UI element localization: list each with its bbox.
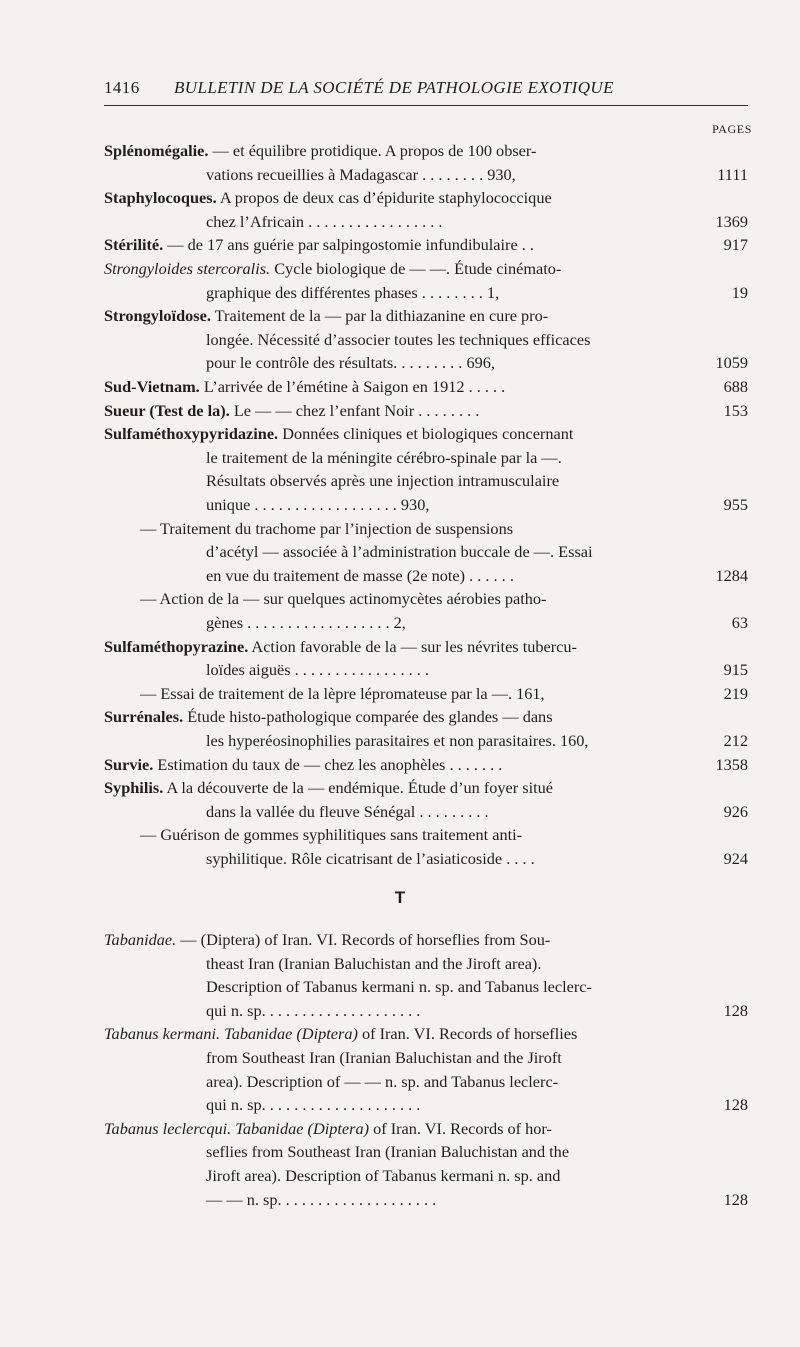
index-line: [206, 1165, 560, 1187]
index-line: [206, 1189, 436, 1211]
entry-text: pour le contrôle des résultats. . . . . . . . . 696,: [206, 353, 495, 373]
entry-text: Cycle biologique de — —. Étude cinémato-: [270, 259, 562, 278]
index-line: [206, 1141, 569, 1163]
index-line: [104, 140, 536, 162]
index-line: [140, 588, 546, 610]
page-reference: 917: [723, 235, 748, 255]
index-line: [104, 258, 561, 280]
index-line: [104, 376, 505, 398]
entry-text: gènes . . . . . . . . . . . . . . . . . . 2,: [206, 613, 406, 632]
page-reference: 1369: [715, 211, 748, 231]
page-reference: 1284: [715, 565, 748, 585]
entry-text: theast Iran (Iranian Baluchistan and the Jiroft area).: [206, 953, 542, 973]
entry-text: A la découverte de la — endémique. Étude d’un foyer situé: [163, 778, 554, 798]
index-line: [206, 164, 516, 186]
entry-text: — de 17 ans guérie par salpingostomie infundibulaire . .: [163, 235, 534, 255]
index-line: [206, 470, 559, 492]
entry-heading: Syphilis.: [104, 778, 164, 798]
page-reference: 128: [723, 1000, 748, 1020]
entry-text: vations recueillies à Madagascar . . . . . . . . 930,: [206, 164, 516, 184]
entry-heading: Sulfaméthoxypyridazine.: [104, 424, 279, 444]
index-line: [104, 234, 534, 256]
index-line: [206, 494, 429, 516]
index-line: [206, 1094, 420, 1116]
entry-heading: Sueur (Test de la).: [104, 400, 230, 420]
entry-text: of Iran. VI. Records of horseflies: [357, 1024, 578, 1044]
index-line: [104, 187, 552, 209]
index-line: [104, 929, 550, 951]
section-letter: T: [394, 888, 406, 907]
entry-text: — Action de la — sur quelques actinomycètes aérobies patho-: [140, 589, 547, 609]
pages-column-label: PAGES: [712, 122, 752, 136]
page-reference: 19: [731, 282, 748, 302]
index-line: [206, 541, 593, 563]
entry-text: syphilitique. Rôle cicatrisant de l’asiaticoside . . . .: [206, 849, 535, 868]
index-line: [206, 612, 406, 634]
index-line: [206, 447, 562, 469]
index-line: [206, 565, 514, 587]
index-line: [104, 423, 573, 445]
index-line: [140, 683, 545, 705]
entry-text: of Iran. VI. Records of hor-: [369, 1118, 552, 1138]
entry-text: — Guérison de gommes syphilitiques sans traitement anti-: [140, 825, 523, 845]
entry-text: A propos de deux cas d’épidurite staphylococcique: [216, 188, 552, 208]
page-reference: 212: [723, 731, 748, 750]
entry-text: Données cliniques et biologiques concernant: [278, 424, 574, 444]
index-line: [104, 706, 553, 728]
entry-text: en vue du traitement de masse (2e note) . . . . . .: [206, 565, 514, 585]
entry-text: — et équilibre protidique. A propos de 100 obser-: [208, 141, 537, 160]
page-reference: 915: [723, 660, 748, 680]
page-number: 1416: [104, 78, 140, 97]
entry-text: — Traitement du trachome par l’injection de suspensions: [140, 518, 514, 538]
entry-text: — (Diptera) of Iran. VI. Records of horseflies from Sou-: [176, 930, 551, 949]
page-reference: 955: [723, 495, 748, 514]
entry-heading-italic: Tabanus kermani. Tabanidae (Diptera): [104, 1024, 358, 1044]
entry-text: Description of Tabanus kermani n. sp. and Tabanus leclerc-: [206, 977, 592, 997]
page-reference: 153: [723, 400, 748, 420]
index-line: [206, 976, 592, 998]
index-line: [206, 801, 489, 823]
entry-text: — Essai de traitement de la lèpre lépromateuse par la —. 161,: [140, 683, 545, 703]
entry-text: Le — — chez l’enfant Noir . . . . . . . .: [229, 400, 480, 420]
entry-text: chez l’Africain . . . . . . . . . . . . . . . . .: [206, 211, 443, 231]
page-reference: 924: [723, 849, 748, 868]
entry-heading: Splénomégalie.: [104, 141, 209, 160]
page-reference: 688: [723, 377, 748, 396]
index-line: [104, 754, 502, 776]
entry-text: L’arrivée de l’émétine à Saigon en 1912 . . . . .: [199, 377, 506, 396]
page-reference: 219: [723, 683, 748, 703]
index-line: [206, 659, 429, 681]
entry-text: qui n. sp. . . . . . . . . . . . . . . . . . . .: [206, 1000, 421, 1020]
entry-text: Action favorable de la — sur les névrites tubercu-: [248, 636, 577, 656]
entry-text: le traitement de la méningite cérébro-spinale par la —.: [206, 447, 562, 467]
journal-title: BULLETIN DE LA SOCIÉTÉ DE PATHOLOGIE EXOTIQUE: [174, 78, 614, 97]
index-line: [206, 282, 499, 304]
index-line: [140, 518, 513, 540]
page-reference: 1111: [717, 164, 748, 184]
page-reference: 1059: [715, 353, 748, 373]
entry-text: longée. Nécessité d’associer toutes les techniques efficaces: [206, 329, 591, 349]
entry-heading: Staphylocoques.: [104, 188, 217, 208]
entry-text: seflies from Southeast Iran (Iranian Baluchistan and the: [206, 1142, 570, 1162]
entry-heading: Survie.: [104, 754, 154, 774]
entry-heading-italic: Tabanidae.: [104, 930, 177, 949]
index-line: [206, 1047, 562, 1069]
entry-text: unique . . . . . . . . . . . . . . . . . . 930,: [206, 495, 430, 514]
entry-heading-italic: Tabanus leclercqui. Tabanidae (Diptera): [104, 1118, 370, 1138]
index-line: [104, 777, 553, 799]
entry-text: Étude histo-pathologique comparée des glandes — dans: [183, 707, 553, 727]
entry-heading: Surrénales.: [104, 707, 184, 727]
entry-text: loïdes aiguës . . . . . . . . . . . . . . . . .: [206, 660, 429, 680]
index-line: [206, 848, 535, 870]
index-line: [206, 211, 442, 233]
entry-text: dans la vallée du fleuve Sénégal . . . . . . . . .: [206, 801, 489, 821]
page-reference: 63: [731, 613, 748, 632]
entry-text: Jiroft area). Description of Tabanus kermani n. sp. and: [206, 1166, 561, 1185]
index-line: [206, 352, 495, 374]
entry-text: Traitement de la — par la dithiazanine en cure pro-: [210, 306, 549, 326]
index-line: [206, 329, 590, 351]
entry-text: graphique des différentes phases . . . . . . . . 1,: [206, 282, 500, 302]
index-line: [104, 1023, 577, 1045]
index-line: [104, 400, 479, 422]
entry-text: — — n. sp. . . . . . . . . . . . . . . . . . . .: [206, 1189, 437, 1209]
entry-text: area). Description of — — n. sp. and Tabanus leclerc-: [206, 1071, 559, 1091]
entry-text: d’acétyl — associée à l’administration buccale de —. Essai: [206, 542, 593, 562]
entry-text: qui n. sp. . . . . . . . . . . . . . . . . . . .: [206, 1095, 421, 1115]
index-line: [104, 305, 548, 327]
index-line: [104, 1118, 552, 1140]
page-reference: 926: [723, 801, 748, 821]
index-line: [206, 953, 541, 975]
index-line: [140, 824, 522, 846]
running-header: [104, 78, 748, 102]
entry-heading: Strongyloïdose.: [104, 306, 211, 326]
index-line: [206, 730, 589, 752]
header-rule: [104, 105, 748, 106]
page-reference: 1358: [715, 754, 748, 774]
entry-text: les hyperéosinophilies parasitaires et non parasitaires. 160,: [206, 731, 589, 750]
index-line: [104, 636, 577, 658]
entry-text: from Southeast Iran (Iranian Baluchistan and the Jiroft: [206, 1048, 562, 1067]
index-line: [206, 1000, 420, 1022]
page-reference: 128: [723, 1189, 748, 1209]
entry-text: Résultats observés après une injection intramusculaire: [206, 471, 560, 491]
entry-heading-italic: Strongyloides stercoralis.: [104, 259, 271, 278]
index-line: [206, 1071, 558, 1093]
entry-heading: Sud-Vietnam.: [104, 377, 200, 396]
entry-heading: Stérilité.: [104, 235, 164, 255]
page-reference: 128: [723, 1095, 748, 1115]
entry-text: Estimation du taux de — chez les anophèles . . . . . . .: [153, 754, 503, 774]
entry-heading: Sulfaméthopyrazine.: [104, 636, 249, 656]
